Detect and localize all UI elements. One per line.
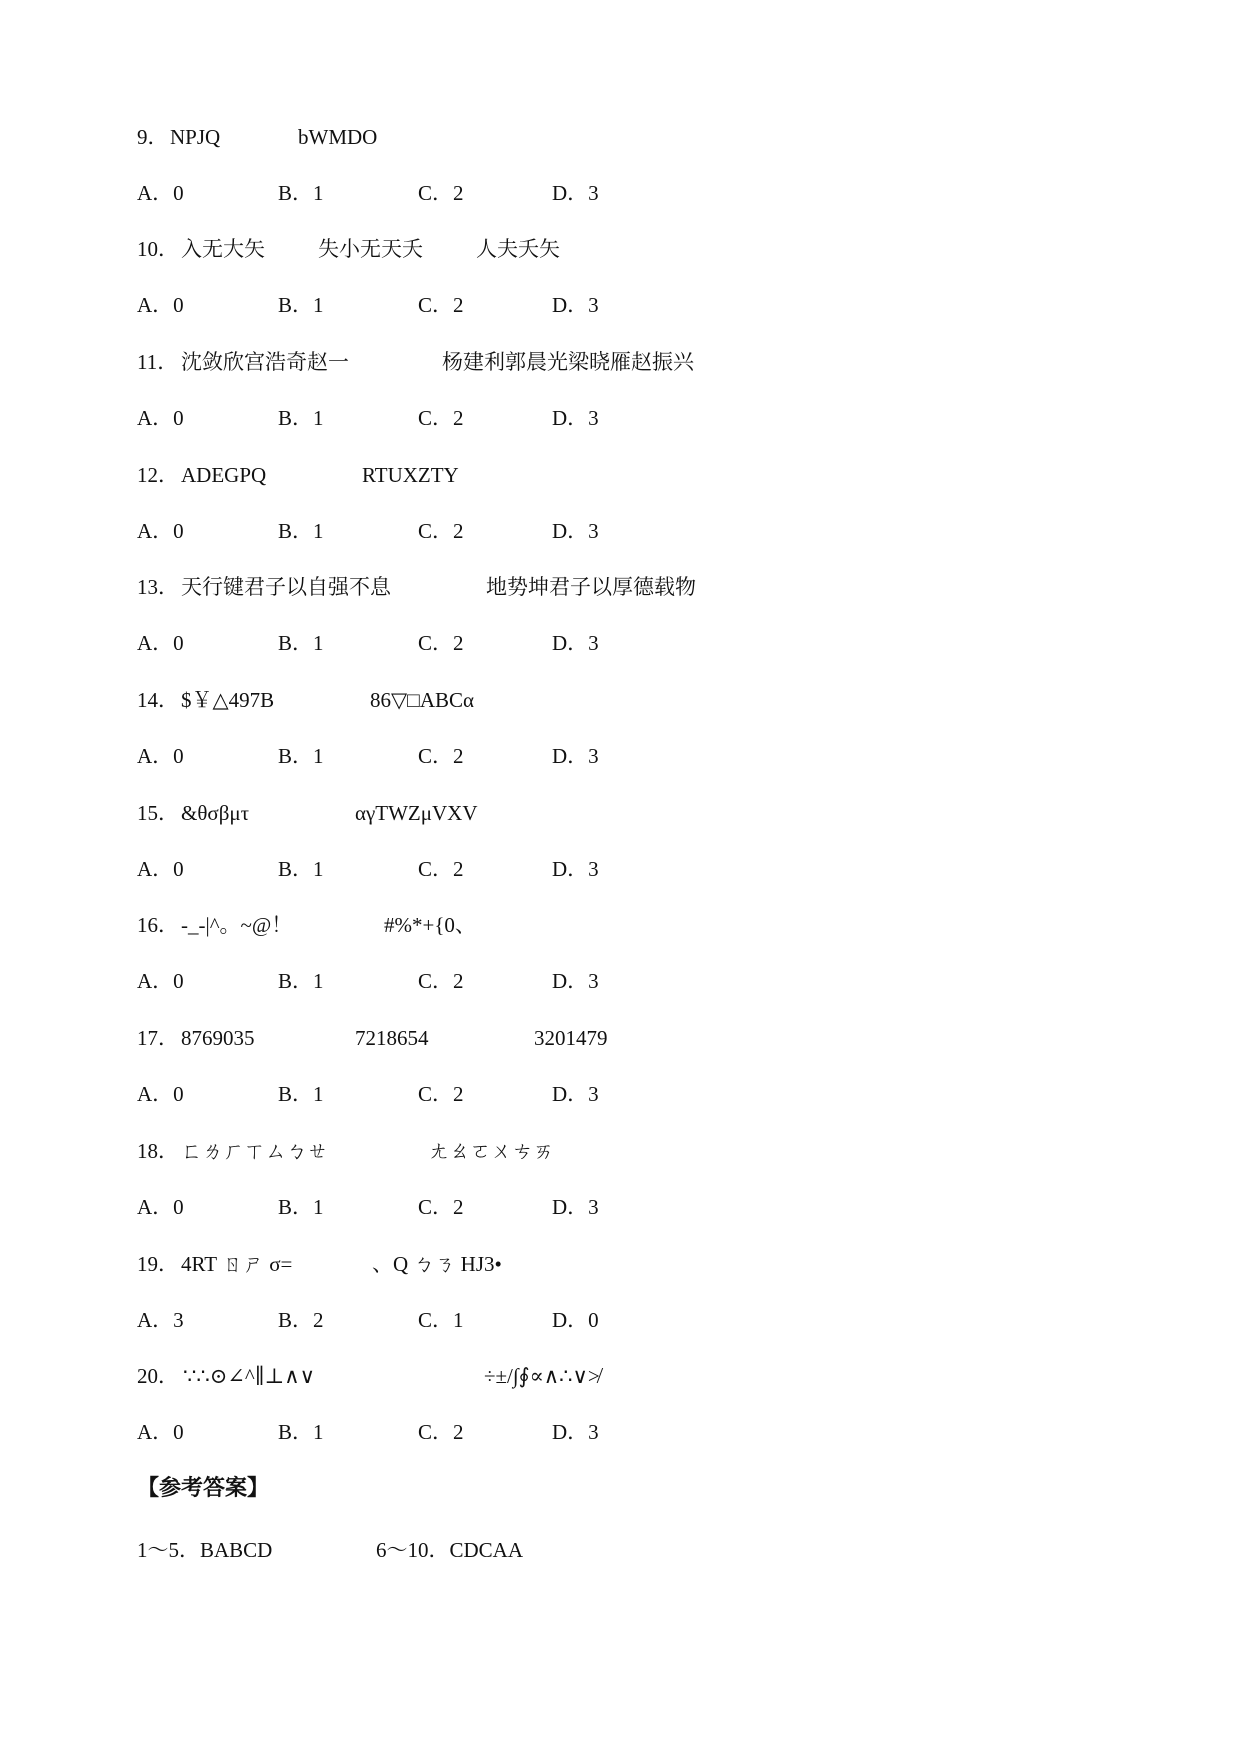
option-b: B．1 [278, 406, 324, 430]
question-part-2: 杨建利郭晨光梁晓雁赵振兴 [442, 350, 694, 374]
question-part-3: 人夫夭矢 [476, 237, 560, 261]
question-part-1: -_-|^。~@！ [181, 913, 293, 937]
option-b: B．1 [278, 631, 324, 655]
question-part-1: 4RT ㄖㄕ σ= [181, 1252, 293, 1276]
question-part-1: &θσβμτ [181, 801, 250, 825]
question-part-1: 8769035 [181, 1026, 255, 1050]
question-number: 19． [137, 1252, 179, 1276]
option-b: B．1 [278, 1195, 324, 1219]
option-b: B．1 [278, 293, 324, 317]
question-part-2: 失小无天夭 [318, 237, 423, 261]
option-a: A．0 [137, 293, 184, 317]
option-c: C．2 [418, 406, 464, 430]
question-number: 17． [137, 1026, 179, 1050]
option-b: B．1 [278, 857, 324, 881]
option-a: A．3 [137, 1308, 184, 1332]
option-a: A．0 [137, 406, 184, 430]
option-b: B．1 [278, 181, 324, 205]
option-d: D．3 [552, 1420, 599, 1444]
question-number: 12． [137, 463, 179, 487]
question-number: 18． [137, 1139, 179, 1163]
option-a: A．0 [137, 519, 184, 543]
answer-heading: 【参考答案】 [137, 1476, 270, 1501]
question-part-2: 86▽□ABCα [370, 688, 475, 712]
option-c: C．2 [418, 969, 464, 993]
question-part-1: 入无大矢 [181, 237, 265, 261]
question-number: 11． [137, 350, 179, 374]
option-d: D．3 [552, 406, 599, 430]
option-a: A．0 [137, 1195, 184, 1219]
option-c: C．2 [418, 1082, 464, 1106]
question-part-1: ∵∴⊙∠^∥⊥∧∨ [183, 1364, 315, 1388]
question-part-1: ㄈㄌㄏㄒㄙㄅㄝ [181, 1139, 328, 1163]
option-c: C．2 [418, 744, 464, 768]
answer-group-6-10: 6～10．CDCAA [376, 1538, 524, 1562]
option-d: D．3 [552, 857, 599, 881]
question-part-3: 3201479 [534, 1026, 608, 1050]
option-c: C．2 [418, 519, 464, 543]
option-d: D．3 [552, 969, 599, 993]
question-number: 9． [137, 125, 169, 149]
option-a: A．0 [137, 1420, 184, 1444]
question-part-2: RTUXZTY [362, 463, 459, 487]
option-c: C．2 [418, 293, 464, 317]
option-a: A．0 [137, 744, 184, 768]
option-c: C．2 [418, 857, 464, 881]
option-d: D．3 [552, 1195, 599, 1219]
option-a: A．0 [137, 1082, 184, 1106]
option-b: B．2 [278, 1308, 324, 1332]
option-c: C．2 [418, 181, 464, 205]
option-b: B．1 [278, 969, 324, 993]
question-number: 15． [137, 801, 179, 825]
option-d: D．3 [552, 293, 599, 317]
option-d: D．3 [552, 1082, 599, 1106]
question-part-2: ㄤㄠㄛㄨㄘㄞ [428, 1139, 554, 1163]
option-c: C．2 [418, 1420, 464, 1444]
option-d: D．3 [552, 744, 599, 768]
question-number: 20． [137, 1364, 179, 1388]
option-d: D．3 [552, 631, 599, 655]
option-a: A．0 [137, 631, 184, 655]
question-part-2: 地势坤君子以厚德载物 [486, 575, 696, 599]
question-part-2: αγTWZμVXV [355, 801, 478, 825]
question-part-1: NPJQ [170, 125, 221, 149]
option-b: B．1 [278, 1082, 324, 1106]
question-number: 13． [137, 575, 179, 599]
question-part-2: ÷±/∫∮∝∧∴∨≯ [484, 1364, 600, 1388]
option-a: A．0 [137, 181, 184, 205]
option-b: B．1 [278, 1420, 324, 1444]
option-d: D．3 [552, 519, 599, 543]
option-c: C．2 [418, 631, 464, 655]
question-number: 10． [137, 237, 179, 261]
question-part-1: $￥△497B [181, 688, 275, 712]
question-part-2: #%*+{0、 [384, 913, 476, 937]
question-number: 14． [137, 688, 179, 712]
option-d: D．0 [552, 1308, 599, 1332]
question-part-2: 、Q ㄅㄋ HJ3• [372, 1252, 502, 1276]
question-part-1: 沈敛欣宫浩奇赵一 [181, 350, 349, 374]
option-c: C．1 [418, 1308, 464, 1332]
question-part-2: 7218654 [355, 1026, 429, 1050]
option-b: B．1 [278, 519, 324, 543]
question-number: 16． [137, 913, 179, 937]
option-c: C．2 [418, 1195, 464, 1219]
option-a: A．0 [137, 857, 184, 881]
option-a: A．0 [137, 969, 184, 993]
answer-group-1-5: 1～5．BABCD [137, 1538, 273, 1562]
option-d: D．3 [552, 181, 599, 205]
question-part-1: ADEGPQ [181, 463, 267, 487]
question-part-1: 天行键君子以自强不息 [181, 575, 391, 599]
question-part-2: bWMDO [298, 125, 378, 149]
option-b: B．1 [278, 744, 324, 768]
